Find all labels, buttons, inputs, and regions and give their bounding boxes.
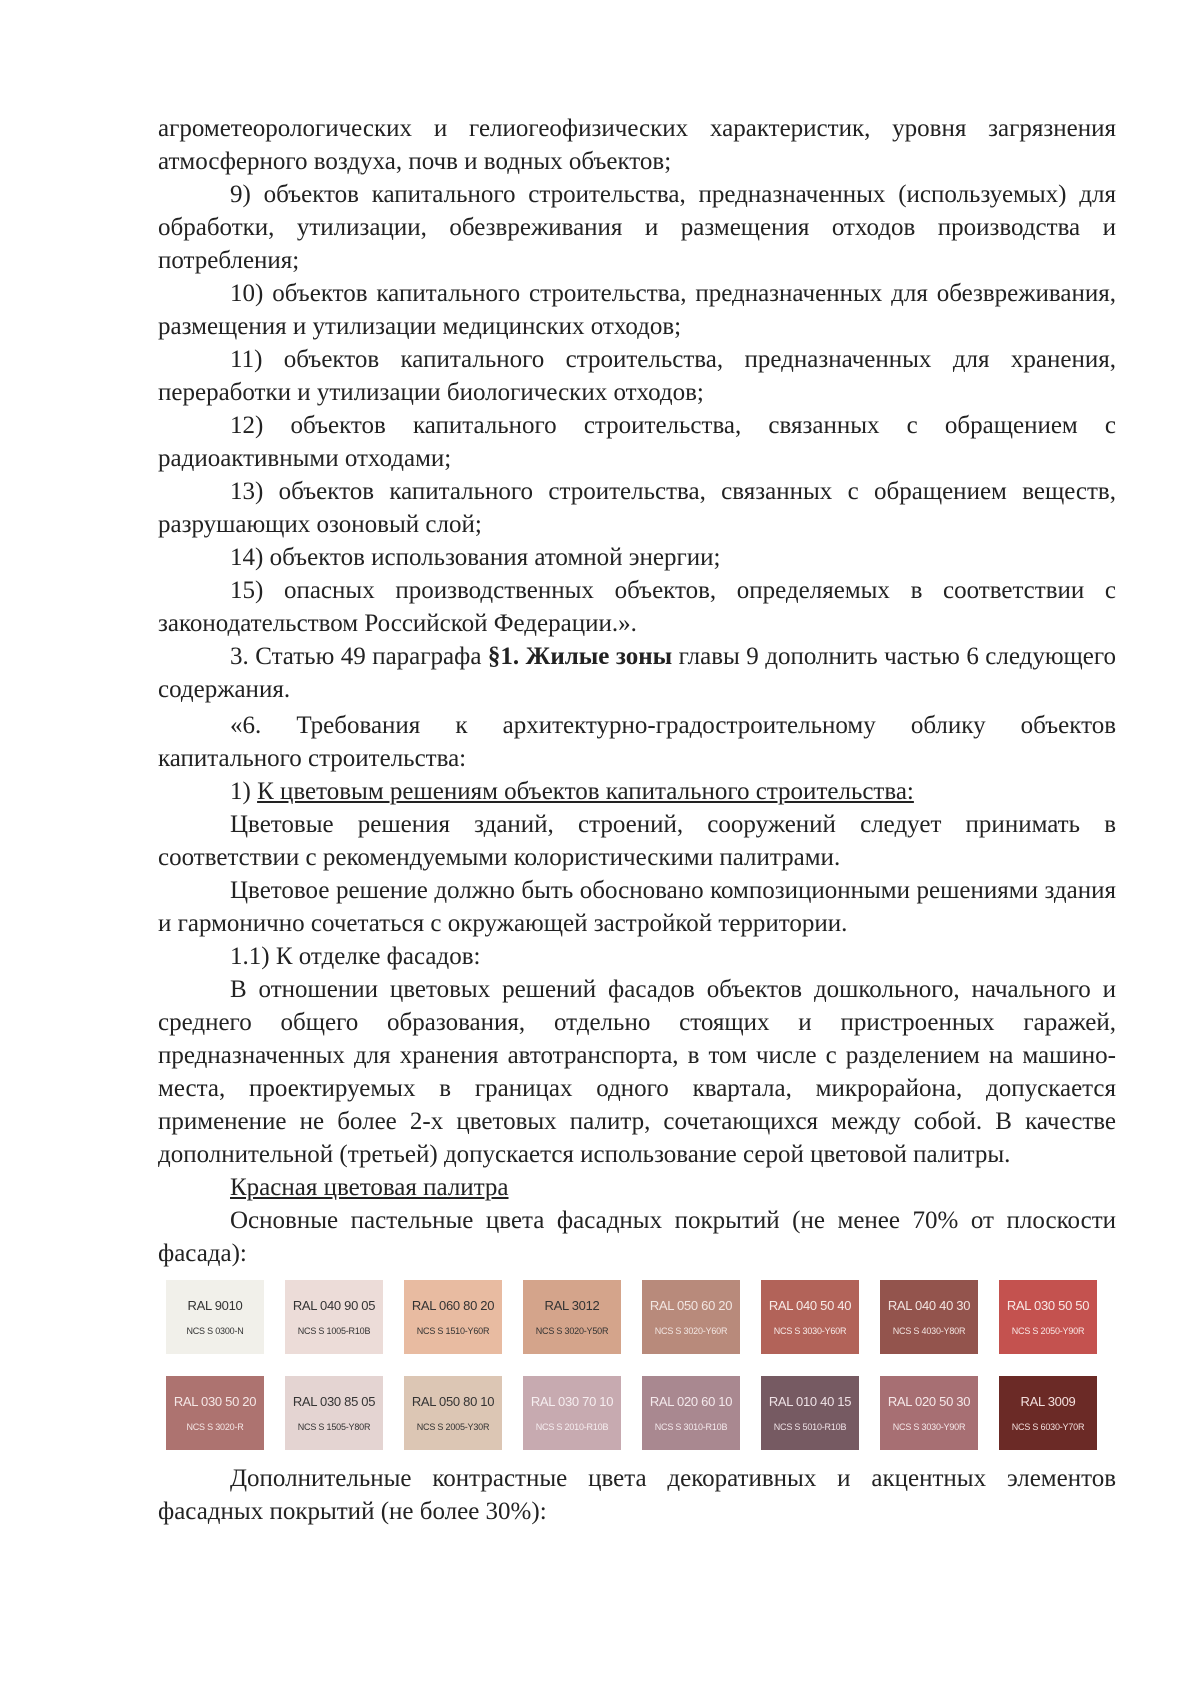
document-page: [158, 112, 1116, 1528]
swatch-ncs-code: NCS S 1005-R10B: [297, 1325, 371, 1336]
color-swatch: [166, 1376, 264, 1450]
color-swatch: [880, 1280, 978, 1354]
color-swatch: [880, 1376, 978, 1450]
paragraph: Цветовое решение должно быть обосновано композиционными решениями здания и гармонично сочетаться с окружающей застройкой территории.: [158, 877, 1116, 937]
color-swatch: [999, 1376, 1097, 1450]
paragraph-requirements: «6. Требования к архитектурно-градостроительному облику объектов капитального строительства:: [158, 712, 1116, 772]
bold-section-title: §1. Жилые зоны: [487, 643, 673, 670]
swatch-ncs-code: NCS S 0300-N: [186, 1325, 244, 1336]
list-item-11: 11) объектов капитального строительства, предназначенных для хранения, переработки и утилизации биологических отходов;: [158, 346, 1116, 406]
swatch-ncs-code: NCS S 5010-R10B: [773, 1421, 847, 1432]
color-swatch: [285, 1280, 383, 1354]
paragraph-color-solutions: [158, 775, 1116, 808]
underlined-heading: К цветовым решениям объектов капитального строительства:: [257, 778, 914, 805]
color-swatch: [999, 1280, 1097, 1354]
swatch-ncs-code: NCS S 6030-Y70R: [1011, 1421, 1085, 1432]
swatch-ncs-code: NCS S 3020-R: [186, 1421, 244, 1432]
color-swatch: [642, 1280, 740, 1354]
swatch-ncs-code: NCS S 2050-Y90R: [1011, 1325, 1085, 1336]
swatch-ral-code: RAL 040 40 30: [887, 1297, 971, 1313]
list-item-13: 13) объектов капитального строительства, связанных с обращением веществ, разрушающих озоновый слой;: [158, 478, 1116, 538]
list-item-10: 10) объектов капитального строительства, предназначенных для обезвреживания, размещения и утилизации медицинских отходов;: [158, 280, 1116, 340]
swatch-ral-code: RAL 010 40 15: [768, 1393, 852, 1409]
color-swatch: [642, 1376, 740, 1450]
paragraph: В отношении цветовых решений фасадов объектов дошкольного, начального и среднего общего образования, отдельно стоящих и пристроенных гаражей, предназначенных для хранения автотранспорта, в том числе с разделением на машино-места, проектируемых в границах одного квартала, микрорайона, допускается применение не более 2-х цветовых палитр, сочетающихся между собой. В качестве дополнительной (третьей) допускается использование серой цветовой палитры.: [158, 976, 1116, 1168]
swatch-ncs-code: NCS S 3010-R10B: [654, 1421, 728, 1432]
swatch-ral-code: RAL 030 50 50: [1006, 1297, 1090, 1313]
swatch-ral-code: RAL 030 50 20: [173, 1393, 257, 1409]
swatch-ral-code: RAL 060 80 20: [411, 1297, 495, 1313]
swatch-ral-code: RAL 050 60 20: [649, 1297, 733, 1313]
list-item-15: 15) опасных производственных объектов, определяемых в соответствии с законодательством Российской Федерации.».: [158, 577, 1116, 637]
swatch-ral-code: RAL 030 70 10: [530, 1393, 614, 1409]
paragraph: Дополнительные контрастные цвета декоративных и акцентных элементов фасадных покрытий (не более 30%):: [158, 1465, 1116, 1525]
color-swatch: [166, 1280, 264, 1354]
palette-heading: Красная цветовая палитра: [230, 1174, 509, 1201]
swatch-ral-code: RAL 040 50 40: [768, 1297, 852, 1313]
color-swatch: [761, 1280, 859, 1354]
swatch-ncs-code: NCS S 2010-R10B: [535, 1421, 609, 1432]
swatch-ncs-code: NCS S 3020-Y50R: [535, 1325, 609, 1336]
swatch-ral-code: RAL 9010: [187, 1297, 243, 1313]
paragraph: Основные пастельные цвета фасадных покрытий (не менее 70% от плоскости фасада):: [158, 1207, 1116, 1267]
swatch-ral-code: RAL 040 90 05: [292, 1297, 376, 1313]
list-item-9: 9) объектов капитального строительства, предназначенных (используемых) для обработки, утилизации, обезвреживания и размещения отходов производства и потребления;: [158, 181, 1116, 274]
swatch-ncs-code: NCS S 1505-Y80R: [297, 1421, 371, 1432]
swatch-ral-code: RAL 020 50 30: [887, 1393, 971, 1409]
list-item-12: 12) объектов капитального строительства, связанных с обращением с радиоактивными отходами;: [158, 412, 1116, 472]
swatch-ral-code: RAL 030 85 05: [292, 1393, 376, 1409]
paragraph: Цветовые решения зданий, строений, сооружений следует принимать в соответствии с рекомендуемыми колористическими палитрами.: [158, 811, 1116, 871]
paragraph: агрометеорологических и гелиогеофизических характеристик, уровня загрязнения атмосферного воздуха, почв и водных объектов;: [158, 115, 1116, 175]
paragraph-article-49: [158, 640, 1116, 706]
paragraph-text: главы 9 дополнить частью 6 следующего содержания.: [158, 643, 1116, 703]
swatch-ncs-code: NCS S 2005-Y30R: [416, 1421, 490, 1432]
color-swatch: [404, 1376, 502, 1450]
list-number: 1): [230, 778, 258, 805]
list-item-14: 14) объектов использования атомной энергии;: [230, 544, 721, 571]
color-swatch: [523, 1376, 621, 1450]
swatch-ncs-code: NCS S 3020-Y60R: [654, 1325, 728, 1336]
swatch-ncs-code: NCS S 1510-Y60R: [416, 1325, 490, 1336]
swatch-ncs-code: NCS S 4030-Y80R: [892, 1325, 966, 1336]
swatch-ral-code: RAL 020 60 10: [649, 1393, 733, 1409]
paragraph-text: 3. Статью 49 параграфа: [230, 643, 488, 670]
swatch-ral-code: RAL 3009: [1020, 1393, 1076, 1409]
swatch-ral-code: RAL 050 80 10: [411, 1393, 495, 1409]
color-swatch: [761, 1376, 859, 1450]
subheading-facades: 1.1) К отделке фасадов:: [230, 943, 481, 970]
swatch-ral-code: RAL 3012: [544, 1297, 600, 1313]
color-swatch: [285, 1376, 383, 1450]
color-swatch: [404, 1280, 502, 1354]
color-swatch-grid: [166, 1280, 1116, 1450]
color-swatch: [523, 1280, 621, 1354]
swatch-ncs-code: NCS S 3030-Y90R: [892, 1421, 966, 1432]
swatch-ncs-code: NCS S 3030-Y60R: [773, 1325, 847, 1336]
